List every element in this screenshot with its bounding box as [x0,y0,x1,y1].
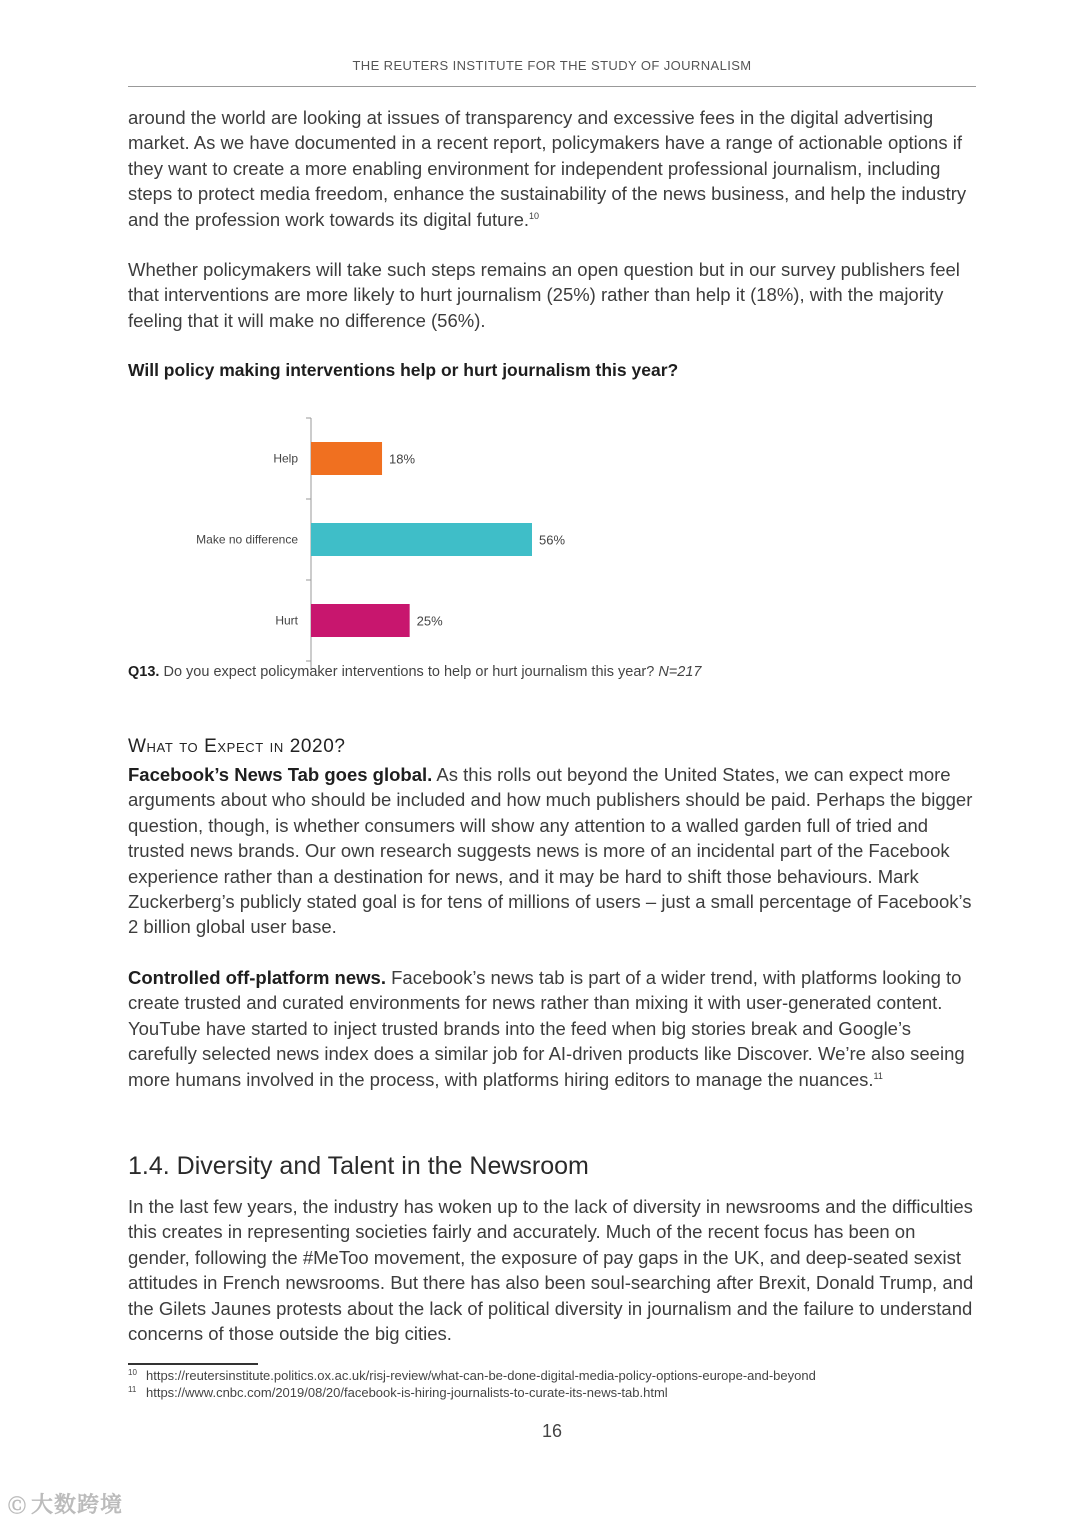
footnote-link[interactable]: https://reutersinstitute.politics.ox.ac.uk/risj-review/what-can-be-done-digital-media-policy-options-europe-and-beyond [146,1368,816,1383]
footnote-ref-11[interactable]: 11 [873,1070,883,1081]
footnote-10 [128,1368,816,1383]
chart-caption [128,664,701,680]
footnote-divider [128,1363,258,1365]
chart-title: Will policy making interventions help or hurt journalism this year? [128,360,679,380]
question-text: Do you expect policymaker interventions to help or hurt journalism this year? [163,664,655,680]
paragraph-survey [128,257,978,333]
paragraph-lead: Controlled off-platform news. [128,967,386,988]
footnote-11 [128,1385,668,1400]
bar-help [311,442,382,475]
footnote-link[interactable]: https://www.cnbc.com/2019/08/20/facebook-is-hiring-journalists-to-curate-its-news-tab.html [146,1385,668,1400]
category-label: Hurt [275,613,298,628]
running-header: THE REUTERS INSTITUTE FOR THE STUDY OF JOURNALISM [352,58,752,73]
header-divider [128,86,976,87]
watermark-text: 大数跨境 [31,1492,124,1517]
value-label: 56% [539,532,566,548]
category-label: Help [273,451,298,466]
bar-make-no-difference [311,523,532,556]
footnote-ref-10[interactable]: 10 [529,210,540,221]
section-title: 1.4. Diversity and Talent in the Newsroom [128,1152,589,1180]
paragraph-text: As this rolls out beyond the United States, we can expect more arguments about who should be included and how much publishers should be paid. Perhaps the bigger question, though, is whether consumers will show any attention to a walled garden full of tried and trusted news brands. Our own research suggests news is more of an incidental part of the Facebook experience rather than a destination for news, and it may be hard to shift those behaviours. Mark Zuckerberg’s publicly stated goal is for tens of millions of users – just a small percentage of Facebook’s 2 billion global user base. [128,764,973,938]
paragraph-diversity [128,1194,978,1346]
paragraph-text: Facebook’s news tab is part of a wider trend, with platforms looking to create trusted and curated environments for news rather than mixing it with user-generated content. YouTube have started to inject trusted brands into the feed when big stories break and Google’s carefully selected news index does a similar job for AI-driven products like Discover. We’re also seeing more humans involved in the process, with platforms hiring editors to manage the nuances. [128,967,965,1090]
footnote-number: 11 [128,1385,137,1394]
paragraph-text: In the last few years, the industry has woken up to the lack of diversity in newsrooms and the difficulties this creates in representing societies fairly and accurately. Much of the recent focus has been on gender, following the #MeToo movement, the exposure of pay gaps in the UK, and deep-seated sexist attitudes in French newsrooms. But there has also been soul-searching after Brexit, Donald Trump, and the Gilets Jaunes protests about the lack of political diversity in journalism and the failure to understand concerns of those outside the big cities. [128,1196,974,1345]
paragraph-off-platform [128,965,978,1092]
category-label: Make no difference [196,532,298,547]
watermark-logo-icon: Ⓒ [8,1496,27,1516]
expect-heading: What to Expect in 2020? [128,736,346,757]
value-label: 25% [416,613,443,629]
paragraph-advertising [128,105,978,232]
bar-chart [128,410,628,665]
paragraph-text: around the world are looking at issues of transparency and excessive fees in the digital advertising market. As we have documented in a recent report, policymakers have a range of actionable options if they want to create a more enabling environment for independent professional journalism, including steps to protect media freedom, enhance the sustainability of the news business, and help the industry and the profession work towards its digital future. [128,107,967,230]
value-label: 18% [389,451,416,467]
question-id: Q13. [128,664,160,680]
footnote-number: 10 [128,1368,137,1377]
bar-hurt [311,604,410,637]
page-number: 16 [541,1421,563,1441]
paragraph-news-tab [128,762,978,940]
paragraph-lead: Facebook’s News Tab goes global. [128,764,433,785]
sample-size: N=217 [658,664,702,680]
paragraph-text: Whether policymakers will take such steps remains an open question but in our survey publishers feel that interventions are more likely to hurt journalism (25%) rather than help it (18%), with the majority feeling that it will make no difference (56%). [128,259,960,331]
watermark [8,1488,123,1519]
